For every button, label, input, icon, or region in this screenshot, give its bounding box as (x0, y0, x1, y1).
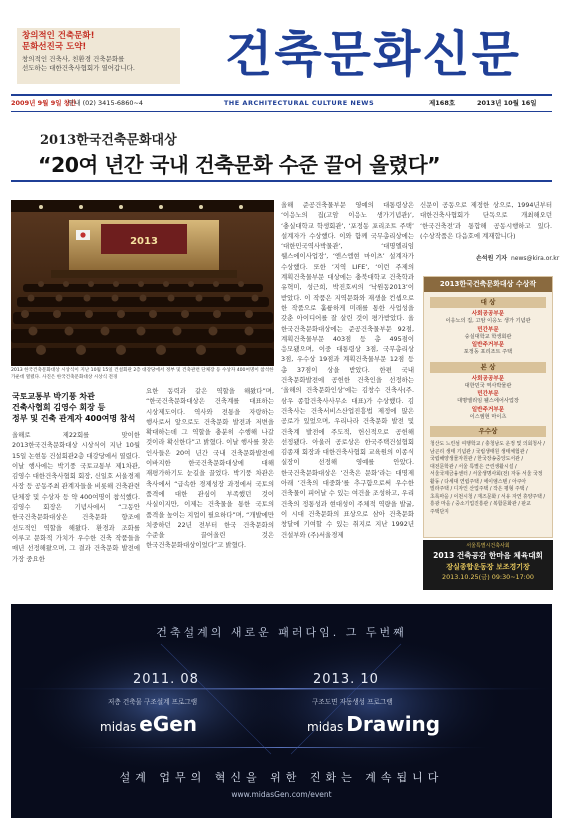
ad-tagline: 건축설계의 새로운 패러다임. 그 두번째 (156, 626, 407, 639)
reporter-email[interactable]: news@kira.or.kr (511, 255, 560, 262)
reporter-name: 손석원 기자 (476, 255, 508, 262)
promo-line-2: 문화선진국 도약! (22, 42, 87, 52)
egen-release-date: 2011. 08 (133, 672, 199, 687)
photo-caption: 2013 한국건축문화대상 시상식이 지난 10월 15일 건설회관 2층 대강당에서 정부 및 건축관련 단체장 등 수상자 400여명이 참석한 가운데 열렸다. 사진은 한국건축문화대상 시상식 전경 (11, 368, 274, 380)
winners-box (423, 276, 553, 538)
drawing-product: Drawing (346, 712, 441, 736)
subhead-2: 건축사협회 김영수 회장 등 (12, 403, 106, 412)
main-category-housing: 일반주거부문 (471, 406, 505, 413)
drawing-description: 구조도면 자동생성 프로그램 (312, 698, 393, 706)
promo-line-4: 선도하는 대한건축사협회가 열어갑니다. (22, 64, 135, 72)
event-organizer: 서울특별시건축사회 (466, 543, 510, 549)
midas-advertisement[interactable] (11, 604, 552, 818)
auditorium-illustration (11, 200, 274, 366)
event-datetime: 2013.10.25(금) 09:30~17:00 (442, 573, 534, 581)
main-category-public: 사회공공부문 (471, 375, 505, 382)
founded-date: 2009년 9월 9일 창간 (11, 99, 77, 107)
grand-winner-housing: 포정동 포리조트 주택 (463, 349, 513, 355)
article-subheads (12, 391, 142, 424)
subhead-1: 국토교통부 박기풍 차관 (12, 392, 95, 401)
egen-brand: midas (100, 720, 137, 734)
egen-description: 저층 건축물 구조설계 프로그램 (108, 698, 198, 706)
subhead-3: 정부 및 건축 관계자 400여명 참석 (12, 414, 136, 423)
grand-category-private: 민간부문 (477, 326, 499, 333)
event-title: 2013 건축공감 한마음 체육대회 (433, 551, 543, 560)
promo-line-1: 창의적인 건축문화! (22, 31, 95, 41)
grand-winner-private: 숭실대학교 학생회관 (464, 333, 512, 340)
promo-line-3: 창의적인 건축사, 친환경 건축문화를 (22, 55, 125, 63)
dateline-bar (11, 94, 552, 112)
headline-divider (11, 180, 552, 182)
event-venue: 장실종합운동장 보조경기장 (446, 563, 530, 571)
grand-winner-public: 이응노의 집, 고암 이응노 생가 기념관 (445, 318, 531, 324)
egen-product: eGen (139, 712, 198, 736)
issue-number: 제168호 (429, 99, 456, 107)
winners-title: 2013한국건축문화대상 수상작 (424, 277, 552, 292)
article-byline (476, 253, 559, 262)
article-column-3: 올해 준공건축물부문 영예의 대통령상은 ‘이응노의 집(고암 이응노 생가기념관)’, ‘충실대학교 학생회관’, ‘포정동 포리조트 주택’ 설계자가 수상했다. 이와 함께 국무총리상에는 ‘대한민국역사박물관’, ‘대명엘리임 웰스에이사업장’, ‘엔스엠현 마이츠’ 설계자가 수상했다. 또한 ‘지역 LIFE’, ‘이런 주제의 계획건축물부문 대상에는 충북대학교 건축학과 유혁미, 성근희, 박진호씨의 ‘낙원동2013’이 받았다. 이 작품은 지역문화와 재생을 컨셉으로 한 작품으로 훌륭하게 미래를 통한 사업성을 갖춘 아이디어를 잘 살린 것이 평가받았다. 올 한국건축문화대상에는 준공건축물부문 92점, 계획건축물부문 403점 등 총 495점이 응모됐으며, 이중 대통령상 3점, 국무총리상 3점, 우수상 19점과 계획건축물부문 12점 등 총 37점이 상을 받았다. 한편 국내 건축문화발전에 공헌한 건축인을 선정하는 ‘올해의 건축문화인상’에는 김창수 건축사(주. 삼우 종합건축사사무소 대표)가 수상했다. 김 건축사는 건축서비스산업진흥법 제정에 많은 공로가 있었으며, 우리나라 건축문화 발전 및 건축계 발전에 주도적, 헌신적으로 공헌해 선정됐다. 아울러 공로상은 한국주택건설협회 김종재 회장과 대한건축사협회 교육원의 이종식 실장이 선정해 영예를 안았다. 한국건축문화대상은 ‘건축은 문화’라는 대명제 아래 ‘건축의 대중화’를 추구함으로써 우수한 건축물이 피어날 수 있는 여건을 조성하고, 우리 건축의 정통성과 현대성이 주체적 역량을 발굴, 이 시대 건축문화의 표상으로 삼아 건축문화 창달에 기여할 수 있는 취지로 지난 1992년 건설부와 (주)서울경제 (281, 201, 414, 539)
drawing-brand: midas (307, 720, 344, 734)
section-grand-prize: 대 상 (430, 297, 546, 308)
issue-date: 2013년 10월 16일 (477, 99, 537, 107)
drawing-release-date: 2013. 10 (313, 672, 379, 687)
ad-slogan: 설계 업무의 혁신을 위한 진화는 계속됩니다 (119, 771, 444, 784)
main-winner-private: 대명엘리임 웰스에어사업장 (457, 398, 519, 404)
newspaper-title: 건축문화신문 (224, 26, 521, 83)
excellence-winners-list: 청산도 느린섬 여행학교 / 충청남도 운정 및 의회청사 / 남곤리 생태 기념관 / 국립생태원 생태체험관 / 국립해양생물자원관 / 한국장송중앙도서관 / 대전문학관 / 서울 특별은 근린생활시설 / 서울국제금융센터 / 서울생명사회(전) 자동 서울 국정 활동 / 다세대 연립주택 / 에이엠스텐 / 아쿠아 빌라주택 / 디자인 산업주택 / 작은 평형 주택 / 초록마을 / 이천시청 / 재즈문화 / 서유 자연 휴양주택 / 흥광 마을 / 중소기업진흥관 / 복합문화관 / 판교 주택단지 (430, 441, 546, 515)
main-winner-public: 대한민국 역사박물관 (464, 382, 512, 389)
ad-url-link[interactable]: www.midasGen.com/event (231, 790, 332, 799)
section-excellence-prize: 우수상 (430, 426, 546, 437)
grand-category-public: 사회공공부문 (471, 311, 505, 317)
svg-text:2013: 2013 (130, 236, 158, 247)
article-kicker: 2013한국건축문화대상 (40, 133, 177, 148)
main-winner-housing: 이스엠현 마이츠 (469, 413, 507, 420)
english-title: THE ARCHITECTURAL CULTURE NEWS (223, 99, 375, 107)
article-column-4: 신문이 공동으로 제정한 상으로, 1994년부터 대한건축사협회가 단독으로 개최해오던 ‘한국건축전’과 통합해 공동시행하고 있다. (수상작품은 다음호에 계재합니다) (420, 201, 552, 240)
contact-phone: 안내 (02) 3415-6860~4 (68, 99, 144, 107)
article-column-2: 요한 동력과 같은 역할을 해왔다”며, “한국건축문화대상은 건축계를 대표하는 시상제도이다. 역사와 전통을 자랑하는 행사로서 앞으로도 건축문화 발전과 저변을 확대하는데 그 역할을 충분히 수행해 나갈 것이라 확신한다”고 밝혔다. 이날 행사를 찾은 인사들은 20여 년간 국내 건축문화발전에 이바지한 한국건축문화대상에 대해 재평가하기도 눈길을 끌었다. 박기풍 차관은 축사에서 “급속한 경제성장 과정에서 국토의 품격에 대한 관심이 부족했던 것이 사실이지만, 이제는 건축물을 통한 국토의 품격을 높이는 지업이 필요하다”며, “개발에만 치중하던 22년 전부터 한국 건축문화의 수준을 끌어올린 것은 한국건축문화대상이었다”고 밝혔다. (146, 387, 274, 550)
egen-product-name (100, 712, 197, 736)
promo-box (17, 28, 180, 84)
ceremony-photo (11, 200, 274, 366)
main-category-private: 민간부문 (477, 391, 499, 397)
grand-category-housing: 일반주거부문 (471, 342, 505, 348)
article-column-1: 올해로 제22회를 맞이한 2013한국건축문화대상 시상식이 지난 10월 15일 논현동 건설회관2층 대강당에서 열렸다. 이날 행사에는 박기풍 국토교통부 제1차관, 김영수 대한건축사협회 회장, 신일호 서울경제 사장 등 공동주최 관계자들을 비롯해 건축관련 단체장 및 수상자 등 약 400여명이 참석했다. 김영수 회장은 기념사에서 “그동안 한국건축문화대상은 건축문화 향조에 선도적인 역할을 해왔다. 환경과 조화를 이루고 문화적 가치가 우수한 건축 작품들을 매년 선정해왔으며, 그 결과 건축문화 발전에 가장 중요한 (12, 431, 140, 563)
article-headline: “20여 년간 국내 건축문화 수준 끌어 올렸다” (38, 153, 441, 177)
section-main-prize: 본 상 (430, 362, 546, 373)
drawing-product-name (307, 712, 440, 736)
sports-day-ad[interactable] (423, 540, 553, 590)
